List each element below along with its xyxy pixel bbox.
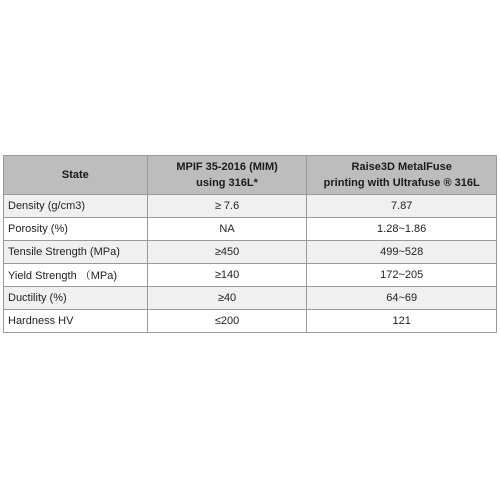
table-row	[4, 287, 497, 310]
header-mpif-line2: using 316L*	[196, 177, 258, 189]
cell-mpif: NA	[147, 218, 307, 241]
cell-property: Ductility (%)	[4, 287, 148, 310]
cell-property: Density (g/cm3)	[4, 195, 148, 218]
header-raise3d-line2: printing with Ultrafuse ® 316L	[323, 177, 480, 189]
table-header-row	[4, 156, 497, 195]
cell-raise3d: 1.28~1.86	[307, 218, 497, 241]
cell-mpif: ≥140	[147, 264, 307, 287]
cell-property: Porosity (%)	[4, 218, 148, 241]
header-raise3d	[307, 156, 497, 195]
table-row	[4, 264, 497, 287]
cell-mpif: ≥450	[147, 241, 307, 264]
cell-raise3d: 172~205	[307, 264, 497, 287]
cell-property: Hardness HV	[4, 310, 148, 333]
table-row	[4, 241, 497, 264]
cell-mpif: ≤200	[147, 310, 307, 333]
table-row	[4, 310, 497, 333]
header-raise3d-line1: Raise3D MetalFuse	[351, 161, 452, 173]
header-mpif	[147, 156, 307, 195]
comparison-table	[3, 155, 497, 333]
cell-raise3d: 121	[307, 310, 497, 333]
cell-raise3d: 7.87	[307, 195, 497, 218]
cell-property: Tensile Strength (MPa)	[4, 241, 148, 264]
table-row	[4, 195, 497, 218]
cell-raise3d: 499~528	[307, 241, 497, 264]
cell-mpif: ≥ 7.6	[147, 195, 307, 218]
header-state-label: State	[61, 169, 89, 181]
header-mpif-line1: MPIF 35-2016 (MIM)	[176, 161, 278, 173]
header-state	[4, 156, 148, 195]
table-row	[4, 218, 497, 241]
cell-raise3d: 64~69	[307, 287, 497, 310]
cell-mpif: ≥40	[147, 287, 307, 310]
cell-property: Yield Strength （MPa)	[4, 264, 148, 287]
